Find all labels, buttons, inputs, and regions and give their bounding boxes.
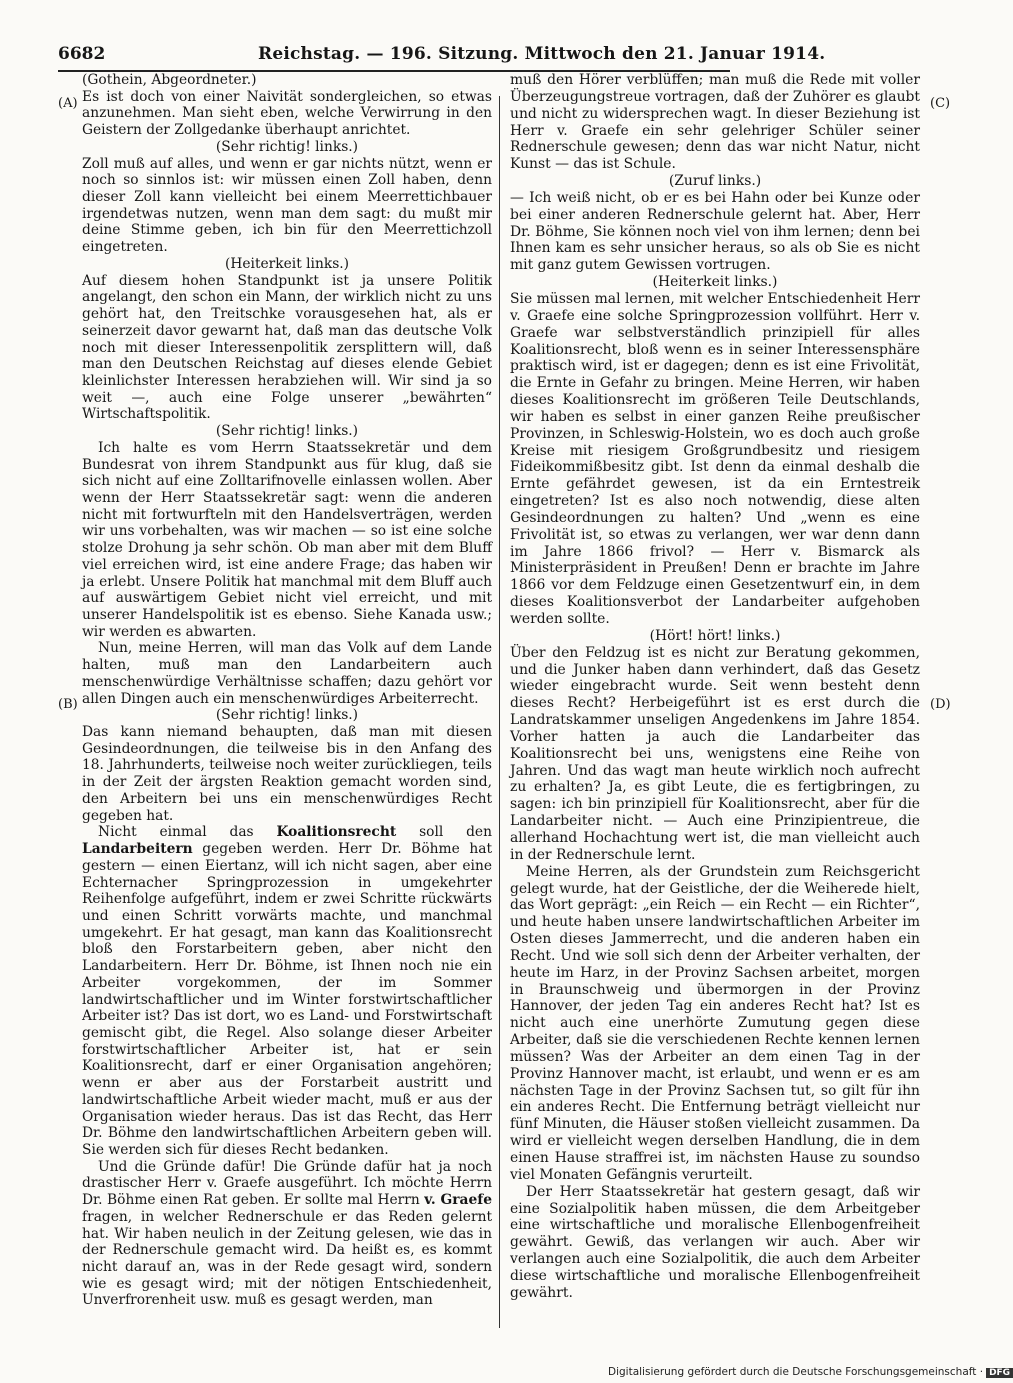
paragraph: Das kann niemand behaupten, daß man mit diesen Gesindeordnungen, die teilweise bis in den Anfang des 18. Jahrhunderts, teilweise noch weiter zurückliegen, teils in der Zeit der ärgsten Reaktion gemacht worden sind, den Arbeitern bei uns ein menschenwürdiges Recht gegeben hat.	[82, 724, 493, 824]
dfg-logo: DFG	[986, 1368, 1013, 1378]
text-run: soll den	[396, 824, 492, 841]
paragraph: Meine Herren, als der Grundstein zum Reichsgericht gelegt wurde, hat der Geistliche, der die Weiherede hielt, das Wort geprägt: „ein Reich — ein Recht — ein Richter“, und heute haben unsere landwirtschaftlichen Arbeiter im Osten dieses Jammerrecht, und die anderen haben ein Recht. Und wie soll sich denn der Arbeiter verhalten, der heute im Harz, in der Provinz Sachsen arbeitet, morgen in Braunschweig und übermorgen in der Provinz Hannover, der jeden Tag ein anderes Recht hat? Ist es nicht auch eine unerhörte Zumutung gegen diese Arbeiter, daß sie die verschiedenen Rechte kennen lernen müssen? Was der Arbeiter an dem einen Tag in der Provinz Hannover macht, ist erlaubt, und wenn er es am nächsten Tage in der Provinz Sachsen tut, so gilt für ihn ein anderes Recht. Die Entfernung beträgt vielleicht nur fünf Minuten, die Häuser stoßen vielleicht zusammen. Da wird er vielleicht wegen derselben Handlung, die in dem einen Hause straffrei ist, im nächsten Hause zu soundso viel Monaten Gefängnis verurteilt.	[510, 863, 920, 1183]
paragraph	[82, 824, 492, 1158]
paragraph: Es ist doch von einer Naivität sondergleichen, so etwas anzunehmen. Man sieht eben, welche Verwirrung in den Geistern der Zollgedanke überhaupt anrichtet.	[82, 88, 492, 139]
text-run: gegeben werden. Herr Dr. Böhme hat gestern — einen Eiertanz, will ich nicht sagen, aber eine Echternacher Springprozession in umgekehrter Reihenfolge aufgeführt, indem er zwei Schritte rückwärts und einen Schritt vorwärts machte, und manchmal umgekehrt. Er hat gesagt, man kann das Koalitionsrecht bloß den Forstarbeitern geben, aber nicht den Landarbeitern. Herr Dr. Böhme, ist Ihnen noch nie ein Arbeiter vorgekommen, der im Sommer landwirtschaftlicher und im Winter forstwirtschaftlicher Arbeiter ist? Das ist dort, wo es Land- und Forstwirtschaft gemischt gibt, die Regel. Also solange dieser Arbeiter forstwirtschaftlicher Arbeiter ist, hat er sein Koalitionsrecht, darf er einer Organisation angehören; wenn er aber aus der Forstarbeit austritt und landwirtschaftliche Arbeit wieder macht, muß er aus der Organisation wieder heraus. Das ist das Recht, das Herr Dr. Böhme den landwirtschaftlichen Arbeitern geben will. Sie werden sich für dieses Recht bedanken.	[82, 841, 492, 1158]
page-number: 6682	[58, 44, 106, 64]
text-run: Und die Gründe dafür! Die Gründe dafür hat ja noch drastischer Herr v. Graefe ausgeführt. Ich möchte Herrn Dr. Böhme einen Rat geben. Er sollte mal Herrn	[82, 1158, 492, 1209]
interjection: (Hört! hört! links.)	[649, 627, 781, 644]
paragraph: Zoll muß auf alles, und wenn er gar nichts nützt, wenn er noch so sinnlos ist: wir müssen einen Zoll haben, denn dieser Zoll kann vielleicht bei einem Meerrettichbauer irgendetwas nutzen, wenn man dem sagt: du mußt mir deine Stimme geben, ich bin für den Meerrettichzoll eingetreten.	[82, 155, 492, 256]
text-run: fragen, in welcher Rednerschule er das Reden gelernt hat. Wir haben neulich in der Zeitung gelesen, wie das in der Rednerschule gemacht wird. Da heißt es, es kommt nicht darauf an, was in der Rede gesagt wird, sondern wie es gesagt wird; mit der nötigen Entschiedenheit, Unverfrorenheit usw. muß es gesagt werden, man	[82, 1208, 492, 1309]
interjection: (Zuruf links.)	[668, 173, 762, 190]
paragraph: Über den Feldzug ist es nicht zur Beratung gekommen, und die Junker haben dann verhindert, daß das Gesetz wieder eingebracht wurde. Seit wenn besteht denn dieses Recht? Herbeigeführt ist es erst durch die Landratskammer unseligen Angedenkens im Jahre 1854. Vorher hatten ja auch die Landarbeiter das Koalitionsrecht bei uns, wenigstens eine Reihe von Jahren. Und das wagt man heute wirklich noch aufrecht zu erhalten? Ja, es gibt Leute, die es fertigbringen, zu sagen: ich bin prinzipiell für Koalitionsrecht, aber für die Landarbeiter nicht. — Auch eine Prinzipientreue, die allerhand Hochachtung wert ist, die man vielleicht auch in der Rednerschule lernt.	[510, 644, 920, 863]
paragraph: — Ich weiß nicht, ob er es bei Hahn oder bei Kunze oder bei einer anderen Rednerschule gelernt hat. Aber, Herr Dr. Böhme, Sie können noch viel von ihm lernen; denn bei Ihnen kam es sehr unsicher heraus, so als ob Sie es nicht mit ganz gutem Gewissen vortrugen.	[510, 189, 920, 274]
right-column	[510, 72, 920, 1302]
text-run: Nicht einmal das	[98, 824, 277, 841]
paragraph: Der Herr Staatssekretär hat gestern gesagt, daß wir eine Sozialpolitik haben müssen, die dem Arbeitgeber eine wirtschaftliche und moralische Ellenbogenfreiheit gewährt. Gewiß, das verlangen wir auch. Aber wir verlangen auch eine Sozialpolitik, die auch dem Arbeiter diese wirtschaftliche und moralische Ellenbogenfreiheit gewährt.	[510, 1183, 920, 1301]
paragraph: Ich halte es vom Herrn Staatssekretär und dem Bundesrat von ihrem Standpunkt aus für klug, daß sie sich nicht auf eine Zolltarifnovelle einlassen wollen. Aber wenn der Herr Staatssekretär sagt: wenn die anderen nicht mit fortwurfteln mit den Handelsverträgen, werden wir uns vorbehalten, was wir machen — so ist eine solche stolze Drohung ja sehr schön. Ob man aber mit dem Bluff viel erreichen wird, ist eine andere Frage; das haben wir ja erlebt. Unsere Politik hat manchmal mit dem Bluff auch auf auswärtigem Gebiet nicht viel erreicht, und mit unserer Handelspolitik ist es ebenso. Siehe Kanada usw.; wir werden es abwarten.	[82, 439, 492, 640]
speaker-label: (Gothein, Abgeordneter.)	[82, 72, 257, 88]
running-title: Reichstag. — 196. Sitzung. Mittwoch den 21. Januar 1914.	[258, 44, 826, 64]
interjection: (Heiterkeit links.)	[652, 274, 778, 291]
left-column	[82, 72, 492, 1309]
page-header	[58, 44, 826, 70]
interjection: (Sehr richtig! links.)	[215, 138, 359, 155]
footer-text: Digitalisierung gefördert durch die Deutsche Forschungsgemeinschaft ·	[608, 1366, 984, 1378]
paragraph: muß den Hörer verblüffen; man muß die Rede mit voller Überzeugungstreue vortragen, daß der Zuhörer es glaubt und nicht zu widersprechen wagt. In dieser Beziehung ist Herr v. Graefe ein sehr gelehriger Schüler seiner Rednerschule gewesen; denn das war nicht Natur, nicht Kunst — das ist Schule.	[510, 72, 920, 173]
paragraph: Auf diesem hohen Standpunkt ist ja unsere Politik angelangt, den schon ein Mann, der wirklich nicht zu uns gehört hat, den Treitschke vorausgesehen hat, als er seinerzeit davor gewarnt hat, daß man das deutsche Volk noch mit dieser Interessenpolitik zersplittern will, daß man den Deutschen Reichstag auf dieses elende Gebiet kleinlichster Interessen herabziehen will. Wir sind ja so weit —, auch eine Folge unserer „bewährten“ Wirtschaftspolitik.	[82, 272, 492, 423]
emphasis-term: Koalitionsrecht	[276, 824, 397, 841]
paragraph	[82, 1159, 492, 1309]
digitization-footer	[608, 1366, 1013, 1378]
margin-marker-d: (D)	[930, 697, 951, 712]
column-divider	[499, 96, 500, 1328]
emphasis-term: Landarbeitern	[82, 841, 193, 858]
paragraph: Sie müssen mal lernen, mit welcher Entschiedenheit Herr v. Graefe eine solche Springprozession vollführt. Herr v. Graefe war selbstverständlich prinzipiell für alles Koalitionsrecht, bloß wenn es in seiner Interessensphäre praktisch wird, ist er dagegen; denn es ist eine Frivolität, die Ernte in Gefahr zu bringen. Meine Herren, wir haben dieses Koalitionsrecht im größeren Teile Deutschlands, wir haben es selbst in einer ganzen Reihe preußischer Provinzen, in Schleswig-Holstein, wo es doch auch große Kreise mit riesigem Großgrundbesitz und riesigem Fideikommißbesitz gibt. Ist denn da einmal deshalb die Ernte gefährdet gewesen, ist da ein Erntestreik eingetreten? Ist es also noch notwendig, diese alten Gesindeordnungen zu halten? Und „wenn es eine Frivolität ist, so etwas zu verlangen, wer war denn dann im Jahre 1866 frivol? — Herr v. Bismarck als Ministerpräsident in Preußen! Denn er brachte im Jahre 1866 vor dem Feldzuge einen Gesetzentwurf ein, in dem dieses Koalitionsverbot der Landarbeiter aufgehoben werden sollte.	[510, 290, 920, 627]
interjection: (Heiterkeit links.)	[224, 255, 350, 272]
margin-marker-c: (C)	[930, 96, 951, 111]
interjection: (Sehr richtig! links.)	[215, 707, 359, 724]
emphasis-term: v. Graefe	[424, 1192, 492, 1209]
paragraph: Nun, meine Herren, will man das Volk auf dem Lande halten, muß man den Landarbeitern auch menschenwürdige Verhältnisse schaffen; dazu gehört vor allen Dingen auch ein menschenwürdiges Arbeiterrecht.	[82, 640, 492, 707]
margin-marker-a: (A)	[58, 96, 78, 111]
interjection: (Sehr richtig! links.)	[215, 423, 359, 440]
margin-marker-b: (B)	[58, 697, 78, 712]
